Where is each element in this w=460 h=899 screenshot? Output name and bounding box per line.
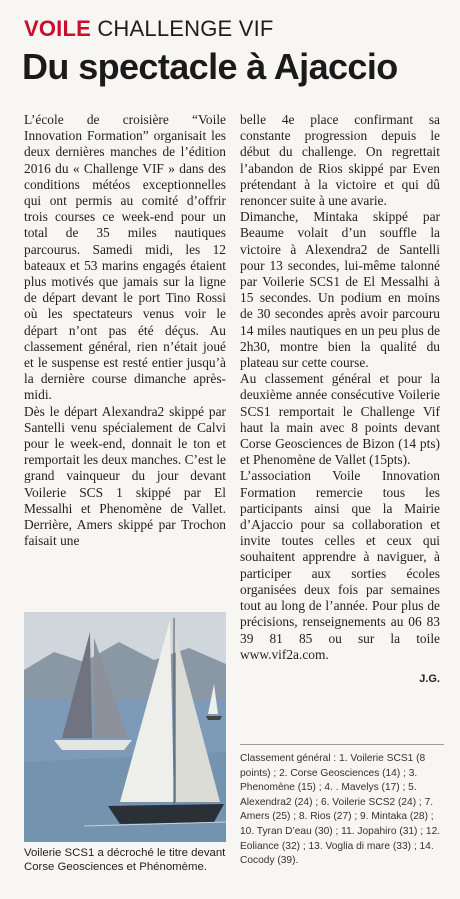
section-kicker <box>24 16 274 42</box>
results-divider <box>240 744 444 745</box>
article-headline: Du spectacle à Ajaccio <box>22 46 398 87</box>
article-paragraph: L’association Voile Innovation Formation remercie tous les participants ainsi que la Mairie d’Ajaccio pour sa collaboration et invite toutes celles et ceux qui souhaitent apprendre à naviguer, à participer aux sorties écoles organisées deux fois par semaines tout au long de l’année. Pour plus de précisions, renseignements au 06 83 39 81 85 ou sur la toile www.vif2a.com. <box>240 468 440 662</box>
article-paragraph: Dès le départ Alexandra2 skippé par Santelli venu spécialement de Calvi pour le week-end, donnait le ton et remportait les deux manches. C’est le grand vainqueur du jour devant Voilerie SCS 1 skippé par El Messalhi et Phenomène de Vallet. Derrière, Amers skippé par Trochon faisait une <box>24 403 226 549</box>
sailboat-illustration <box>24 612 226 842</box>
photo-hull-left <box>54 740 132 750</box>
author-signature: J.G. <box>419 672 440 685</box>
photo-caption: Voilerie SCS1 a décroché le titre devant Corse Geosciences et Phénomème. <box>24 847 226 873</box>
section-label: VOILE <box>24 16 92 41</box>
article-column-left <box>24 112 226 549</box>
article-paragraph: L’école de croisière “Voile Innovation Formation” organisait les deux dernières manches de l’édition 2016 du « Challenge VIF » dans des conditions météos exceptionnelles qui ont permis au comité d’offrir trois courses ce week-end pour un total de 35 miles nautiques parcourus. Samedi midi, les 12 bateaux et 53 marins engagés étaient plus motivés que jamais sur la ligne de départ devant le port Tino Rossi où les spectateurs venus voir le départ n’ont pas été déçus. Au classement général, rien n’était joué et le suspense est resté entier jusqu’à la dernière course dimanche après-midi. <box>24 112 226 403</box>
sailboat-photo <box>24 612 226 842</box>
article-column-right <box>240 112 440 687</box>
article-paragraph: belle 4e place confirmant sa constante progression depuis le début du challenge. On regrettait l’abandon de Rios skippé par Even prétendant à la victoire et qui dû renoncer suite à une avarie. <box>240 112 440 209</box>
subject-label: CHALLENGE VIF <box>97 16 274 41</box>
photo-hull-right <box>108 804 224 824</box>
standings-list: Classement général : 1. Voilerie SCS1 (8 points) ; 2. Corse Geosciences (14) ; 3. Phenomène (15) ; 4. . Mavelys (17) ; 5. Alexendra2 (24) ; 6. Voilerie SCS2 (24) ; 7. Amers (25) ; 8. Rios (27) ; 9. Mintaka (28) ; 10. Tyran D’eau (30) ; 11. Jopahiro (31) ; 12. Eoliance (32) ; 13. Voglia di mare (33) ; 14. Cocody (39). <box>240 753 441 867</box>
article-paragraph: Dimanche, Mintaka skippé par Beaume volait d’un souffle la victoire à Alexendra2 de Santelli pour 13 secondes, lui-même talonné par Voilerie SCS1 de El Messalhi à 15 secondes. Un podium en moins de 30 secondes après avoir parcouru 14 miles nautiques en un peu plus de 2h30, montre bien la qualité du plateau sur cette course. <box>240 209 440 371</box>
article-paragraph: Au classement général et pour la deuxième année consécutive Voilerie SCS1 remportait le Challenge Vif haut la main avec 8 points devant Corse Geosciences de Bizon (14 pts) et Phenomène de Vallet (15pts). <box>240 371 440 468</box>
